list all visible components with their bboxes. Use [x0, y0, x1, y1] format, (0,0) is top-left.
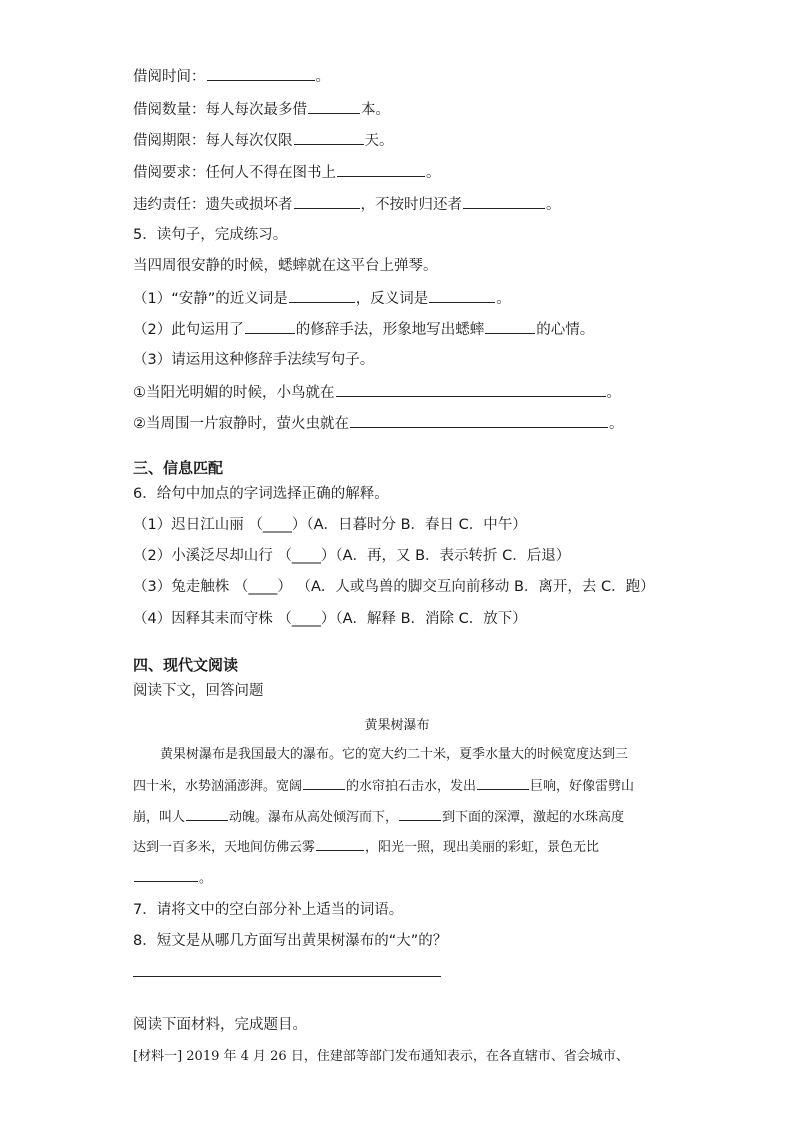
- q6-item-4: （4）因释其耒而守株 （____）（A．解释 B．消除 C．放下）: [133, 611, 527, 627]
- borrow-qty-label: 借阅数量：每人每次最多借: [133, 102, 307, 118]
- q5-part2-text-b: 的修辞手法，形象地写出蟋蟀: [295, 322, 485, 338]
- q5-sentence: 当四周很安静的时候，蟋蟀就在这平台上弹琴。: [133, 258, 438, 274]
- q5-part2-text-c: 的心情。: [536, 322, 595, 338]
- borrow-period-end: 天。: [364, 133, 394, 149]
- borrow-time-blank[interactable]: [207, 66, 315, 81]
- material-intro: 阅读下面材料，完成题目。: [133, 1017, 307, 1033]
- q7-title: 7．请将文中的空白部分补上适当的词语。: [133, 902, 404, 918]
- q5-part1-text-a: （1）“安静”的近义词是: [133, 291, 288, 307]
- borrow-duty-end: 。: [546, 197, 561, 213]
- synonym-blank[interactable]: [289, 288, 355, 303]
- q5-sentence-1-end: 。: [606, 385, 621, 401]
- q5-sentence-2-end: 。: [609, 416, 624, 432]
- article-line-3-a: 崩，叫人: [133, 810, 186, 825]
- article-blank-2[interactable]: [477, 775, 529, 790]
- q5-part1-text-c: 。: [496, 291, 511, 307]
- article-title: 黄果树瀑布: [364, 718, 430, 733]
- article-line-2: [133, 775, 634, 797]
- borrow-req-label: 借阅要求：任何人不得在图书上: [133, 165, 336, 181]
- material-1: [材料一] 2019 年 4 月 26 日，住建部等部门发布通知表示，在各直辖市、省会城市、: [133, 1049, 629, 1064]
- borrow-period-blank[interactable]: [294, 130, 364, 145]
- article-line-2-a: 四十米，水势汹涌澎湃。宽阔: [133, 779, 303, 794]
- borrow-period-line: [133, 130, 394, 151]
- borrow-duty-blank-1[interactable]: [294, 194, 360, 209]
- q5-part1: [133, 288, 511, 309]
- q8-title: 8．短文是从哪几方面写出黄果树瀑布的“大”的？: [133, 933, 448, 949]
- q5-part1-text-b: ，反义词是: [355, 291, 429, 307]
- article-blank-4[interactable]: [399, 806, 441, 821]
- article-line-2-c: 巨响，好像雷劈山: [530, 779, 635, 794]
- article-line-4-a: 达到一百多米，天地间仿佛云雾: [133, 840, 316, 855]
- q8-answer-line[interactable]: [133, 976, 441, 977]
- article-line-5-end: 。: [199, 871, 213, 886]
- article-line-3: [133, 806, 624, 828]
- article-line-4: [133, 836, 599, 858]
- q5-sentence-2: [133, 413, 624, 434]
- rhetoric-blank[interactable]: [245, 319, 295, 334]
- article-blank-1[interactable]: [303, 775, 345, 790]
- antonym-blank[interactable]: [429, 288, 495, 303]
- q5-sentence-1: [133, 382, 621, 403]
- borrow-req-line: [133, 162, 441, 183]
- q5-part3: （3）请运用这种修辞手法续写句子。: [133, 352, 375, 368]
- article-line-5: [133, 867, 212, 889]
- borrow-qty-line: [133, 99, 390, 120]
- borrow-req-end: 。: [426, 165, 441, 181]
- borrow-time-end: 。: [315, 69, 330, 85]
- q6-item-2: （2）小溪泛尽却山行 （____）（A．再，又 B．表示转折 C．后退）: [133, 548, 571, 564]
- sentence-2-blank[interactable]: [350, 413, 608, 428]
- borrow-duty-blank-2[interactable]: [463, 194, 545, 209]
- article-line-2-b: 的水帘拍石击水，发出: [346, 779, 477, 794]
- borrow-qty-blank[interactable]: [308, 99, 360, 114]
- reading-intro: 阅读下文，回答问题: [133, 683, 264, 699]
- borrow-duty-line: [133, 194, 561, 215]
- q5-sentence-2-text: ②当周围一片寂静时，萤火虫就在: [133, 416, 349, 432]
- borrow-qty-end: 本。: [361, 102, 390, 118]
- borrow-duty-mid: ，不按时归还者: [360, 197, 462, 213]
- article-blank-5[interactable]: [316, 836, 364, 851]
- article-blank-3[interactable]: [186, 806, 228, 821]
- q5-part2-text-a: （2）此句运用了: [133, 322, 244, 338]
- borrow-req-blank[interactable]: [337, 162, 425, 177]
- q5-sentence-1-text: ①当阳光明媚的时候，小鸟就在: [133, 385, 335, 401]
- section-4-heading: 四、现代文阅读: [133, 656, 239, 674]
- article-line-3-b: 动魄。瀑布从高处倾泻而下，: [229, 810, 399, 825]
- sentence-1-blank[interactable]: [336, 382, 606, 397]
- q5-part2: [133, 319, 594, 340]
- borrow-duty-label: 违约责任：遗失或损坏者: [133, 197, 293, 213]
- mood-blank[interactable]: [485, 319, 535, 334]
- q5-title: 5．读句子，完成练习。: [133, 227, 288, 243]
- borrow-time-line: [133, 66, 330, 87]
- article-blank-6[interactable]: [134, 867, 198, 882]
- article-line-4-b: ，阳光一照，现出美丽的彩虹，景色无比: [365, 840, 600, 855]
- section-3-heading: 三、信息匹配: [133, 459, 224, 477]
- article-line-1: 黄果树瀑布是我国最大的瀑布。它的宽大约二十米，夏季水量大的时候宽度达到三: [160, 747, 629, 762]
- q6-title: 6．给句中加点的字词选择正确的解释。: [133, 486, 389, 502]
- article-line-3-c: 到下面的深潭，激起的水珠高度: [442, 810, 625, 825]
- borrow-time-label: 借阅时间：: [133, 69, 206, 85]
- q6-item-3: （3）兔走触株 （____） （A．人或鸟兽的脚交互向前移动 B．离开，去 C．跑）: [133, 579, 655, 595]
- q6-item-1: （1）迟日江山丽 （____）（A．日暮时分 B．春日 C．中午）: [133, 517, 527, 533]
- borrow-period-label: 借阅期限：每人每次仅限: [133, 133, 293, 149]
